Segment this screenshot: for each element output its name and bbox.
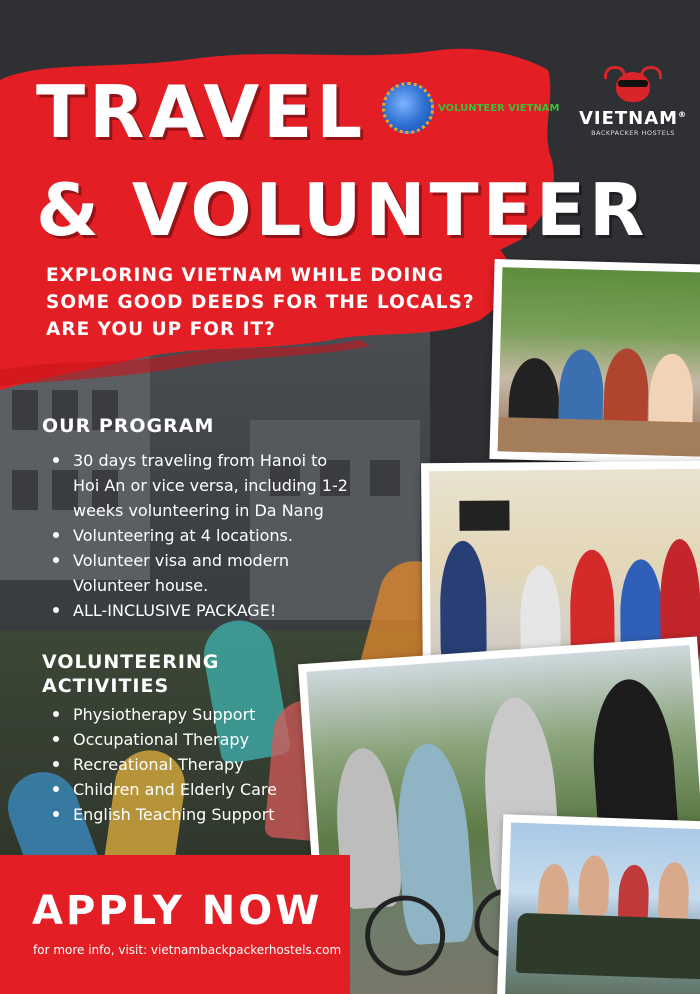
program-list	[52, 448, 352, 623]
title-volunteer: & VOLUNTEER	[36, 168, 649, 252]
registered-mark: ®	[678, 110, 688, 119]
activities-heading-line1: VOLUNTEERING	[42, 651, 220, 673]
list-item: Physiotherapy Support	[52, 702, 352, 727]
globe-icon	[382, 82, 434, 134]
website-link[interactable]: for more info, visit: vietnambackpackerhostels.com	[33, 943, 342, 957]
title-travel: TRAVEL	[36, 70, 367, 154]
volunteer-vietnam-label: VOLUNTEER VIETNAM	[438, 102, 560, 114]
backpacker-hostels-label: BACKPACKER HOSTELS	[591, 129, 675, 137]
photo-group-dinner	[489, 259, 700, 465]
vietnam-backpacker-hostels-logo	[578, 66, 688, 137]
list-item: English Teaching Support	[52, 802, 352, 827]
list-item: Occupational Therapy	[52, 727, 352, 752]
volunteer-vietnam-logo	[382, 82, 559, 134]
bull-icon	[604, 66, 662, 104]
activities-heading-line2: ACTIVITIES	[42, 675, 170, 697]
list-item: Volunteering at 4 locations.	[52, 523, 352, 548]
tagline: EXPLORING VIETNAM WHILE DOING SOME GOOD DEEDS FOR THE LOCALS? ARE YOU UP FOR IT?	[46, 265, 475, 340]
vietnam-wordmark: VIETNAM	[578, 108, 679, 129]
activities-heading	[42, 650, 219, 698]
apply-now-button[interactable]: APPLY NOW	[32, 888, 323, 934]
list-item: Children and Elderly Care	[52, 777, 352, 802]
program-heading: OUR PROGRAM	[42, 415, 215, 437]
list-item: Volunteer visa and modern Volunteer house.	[52, 548, 352, 598]
list-item: 30 days traveling from Hanoi to Hoi An or vice versa, including 1-2 weeks volunteering in Da Nang	[52, 448, 352, 523]
photo-jeep-beach	[497, 814, 700, 994]
list-item: ALL-INCLUSIVE PACKAGE!	[52, 598, 352, 623]
list-item: Recreational Therapy	[52, 752, 352, 777]
